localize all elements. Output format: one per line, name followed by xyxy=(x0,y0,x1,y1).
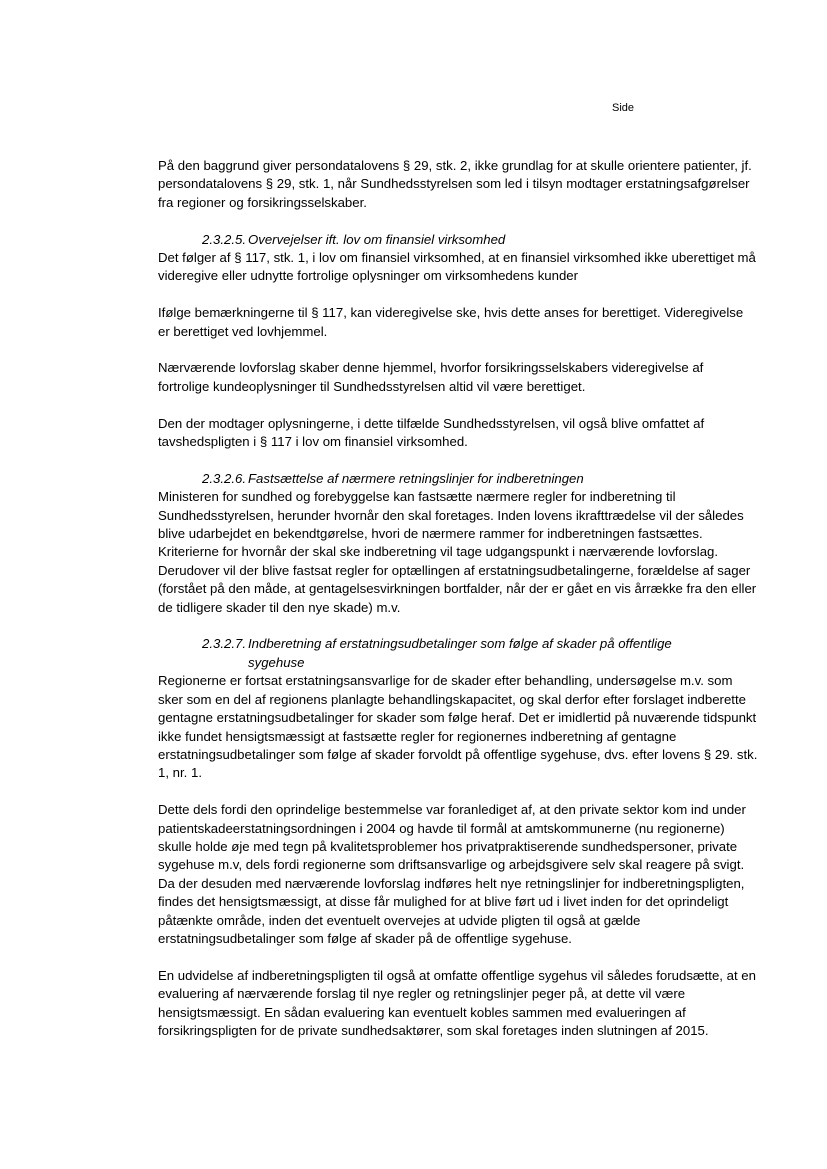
section-heading-2-3-2-7 xyxy=(158,635,758,672)
section-title-line-2: sygehuse xyxy=(248,654,305,670)
page-header-side-label: Side xyxy=(612,102,635,114)
section-title: Overvejelser ift. lov om finansiel virksomhed xyxy=(248,231,506,247)
section-number: 2.3.2.7. xyxy=(202,636,246,652)
section-heading-2-3-2-6 xyxy=(158,470,758,488)
paragraph-intro: På den baggrund giver persondatalovens § 29, stk. 2, ikke grundlag for at skulle orientere patienter, jf. persondatalovens § 29, stk. 1, når Sundhedsstyrelsen som led i tilsyn modtager erstatningsafgørelser fra regioner og forsikringsselskaber. xyxy=(158,158,752,210)
paragraph: Dette dels fordi den oprindelige bestemmelse var foranlediget af, at den private sektor kom ind under patientskadeerstatningsordningen i 2004 og havde til formål at amtskommunerne (nu regionerne) skulle holde øje med tegn på kvalitetsproblemer hos privatpraktiserende sundhedspersoner, private sygehuse m.v, dels fordi regionerne som driftsansvarlige og arbejdsgivere selv skal reagere på svigt. Da der desuden med nærværende lovforslag indføres helt nye retningslinjer for indberetningspligten, findes det hensigtsmæssigt, at disse får mulighed for at blive ført ud i livet inden for det oprindeligt påtænkte område, inden det eventuelt overvejes at udvide pligten til også at gælde erstatningsudbetalinger som følge af skader på de offentlige sygehuse. xyxy=(158,802,746,946)
section-number: 2.3.2.6. xyxy=(202,470,246,486)
paragraph: Nærværende lovforslag skaber denne hjemmel, hvorfor forsikringsselskabers videregivelse af fortrolige kundeoplysninger til Sundhedsstyrelsen altid vil være berettiget. xyxy=(158,360,704,394)
paragraph: En udvidelse af indberetningspligten til også at omfatte offentlige sygehus vil således forudsætte, at en evaluering af nærværende forslag til nye regler og retningslinjer peger på, at dette vil være hensigtsmæssigt. En sådan evaluering kan eventuelt kobles sammen med evalueringen af forsikringspligten for de private sundhedsaktører, som skal foretages inden slutningen af 2015. xyxy=(158,967,756,1038)
section-number: 2.3.2.5. xyxy=(202,231,246,247)
paragraph: Regionerne er fortsat erstatningsansvarlige for de skader efter behandling, undersøgelse m.v. som sker som en del af regionens planlagte behandlingskapacitet, og skal derfor efter forslaget indberette gentagne erstatningsudbetalinger for skader som følge heraf. Det er imidlertid på nuværende tidspunkt ikke fundet hensigtsmæssigt at fastsætte regler for regionernes indberetning af gentagne erstatningsudbetalinger som følge af skader forvoldt på offentlige sygehuse, dvs. efter lovens § 29. stk. 1, nr. 1. xyxy=(158,673,758,781)
section-heading-2-3-2-5 xyxy=(158,231,758,249)
paragraph: Ifølge bemærkningerne til § 117, kan videregivelse ske, hvis dette anses for berettiget. Videregivelse er berettiget ved lovhjemmel. xyxy=(158,305,744,339)
paragraph: Ministeren for sundhed og forebyggelse kan fastsætte nærmere regler for indberetning til Sundhedsstyrelsen, herunder hvornår den skal foretages. Inden lovens ikrafttrædelse vil der således blive udarbejdet en bekendtgørelse, hvori de nærmere rammer for indberetningen fastsættes. Kriterierne for hvornår der skal ske indberetning vil tage udgangspunkt i nærværende lovforslag. Derudover vil der blive fastsat regler for optællingen af erstatningsudbetalingerne, forældelse af sager (forstået på den måde, at gentagelsesvirkningen bortfalder, når der er gået en vis årrække fra den eller de tidligere skader til den nye skade) m.v. xyxy=(158,489,757,615)
paragraph: Det følger af § 117, stk. 1, i lov om finansiel virksomhed, at en finansiel virksomhed ikke uberettiget må videregive eller udnytte fortrolige oplysninger om virksomhedens kunder xyxy=(158,250,756,284)
document-body xyxy=(158,157,758,1040)
section-title-line-1: Indberetning af erstatningsudbetalinger som følge af skader på offentlige xyxy=(248,636,672,652)
paragraph: Den der modtager oplysningerne, i dette tilfælde Sundhedsstyrelsen, vil også blive omfattet af tavshedspligten i § 117 i lov om finansiel virksomhed. xyxy=(158,415,705,450)
section-title: Fastsættelse af nærmere retningslinjer for indberetningen xyxy=(248,470,584,486)
